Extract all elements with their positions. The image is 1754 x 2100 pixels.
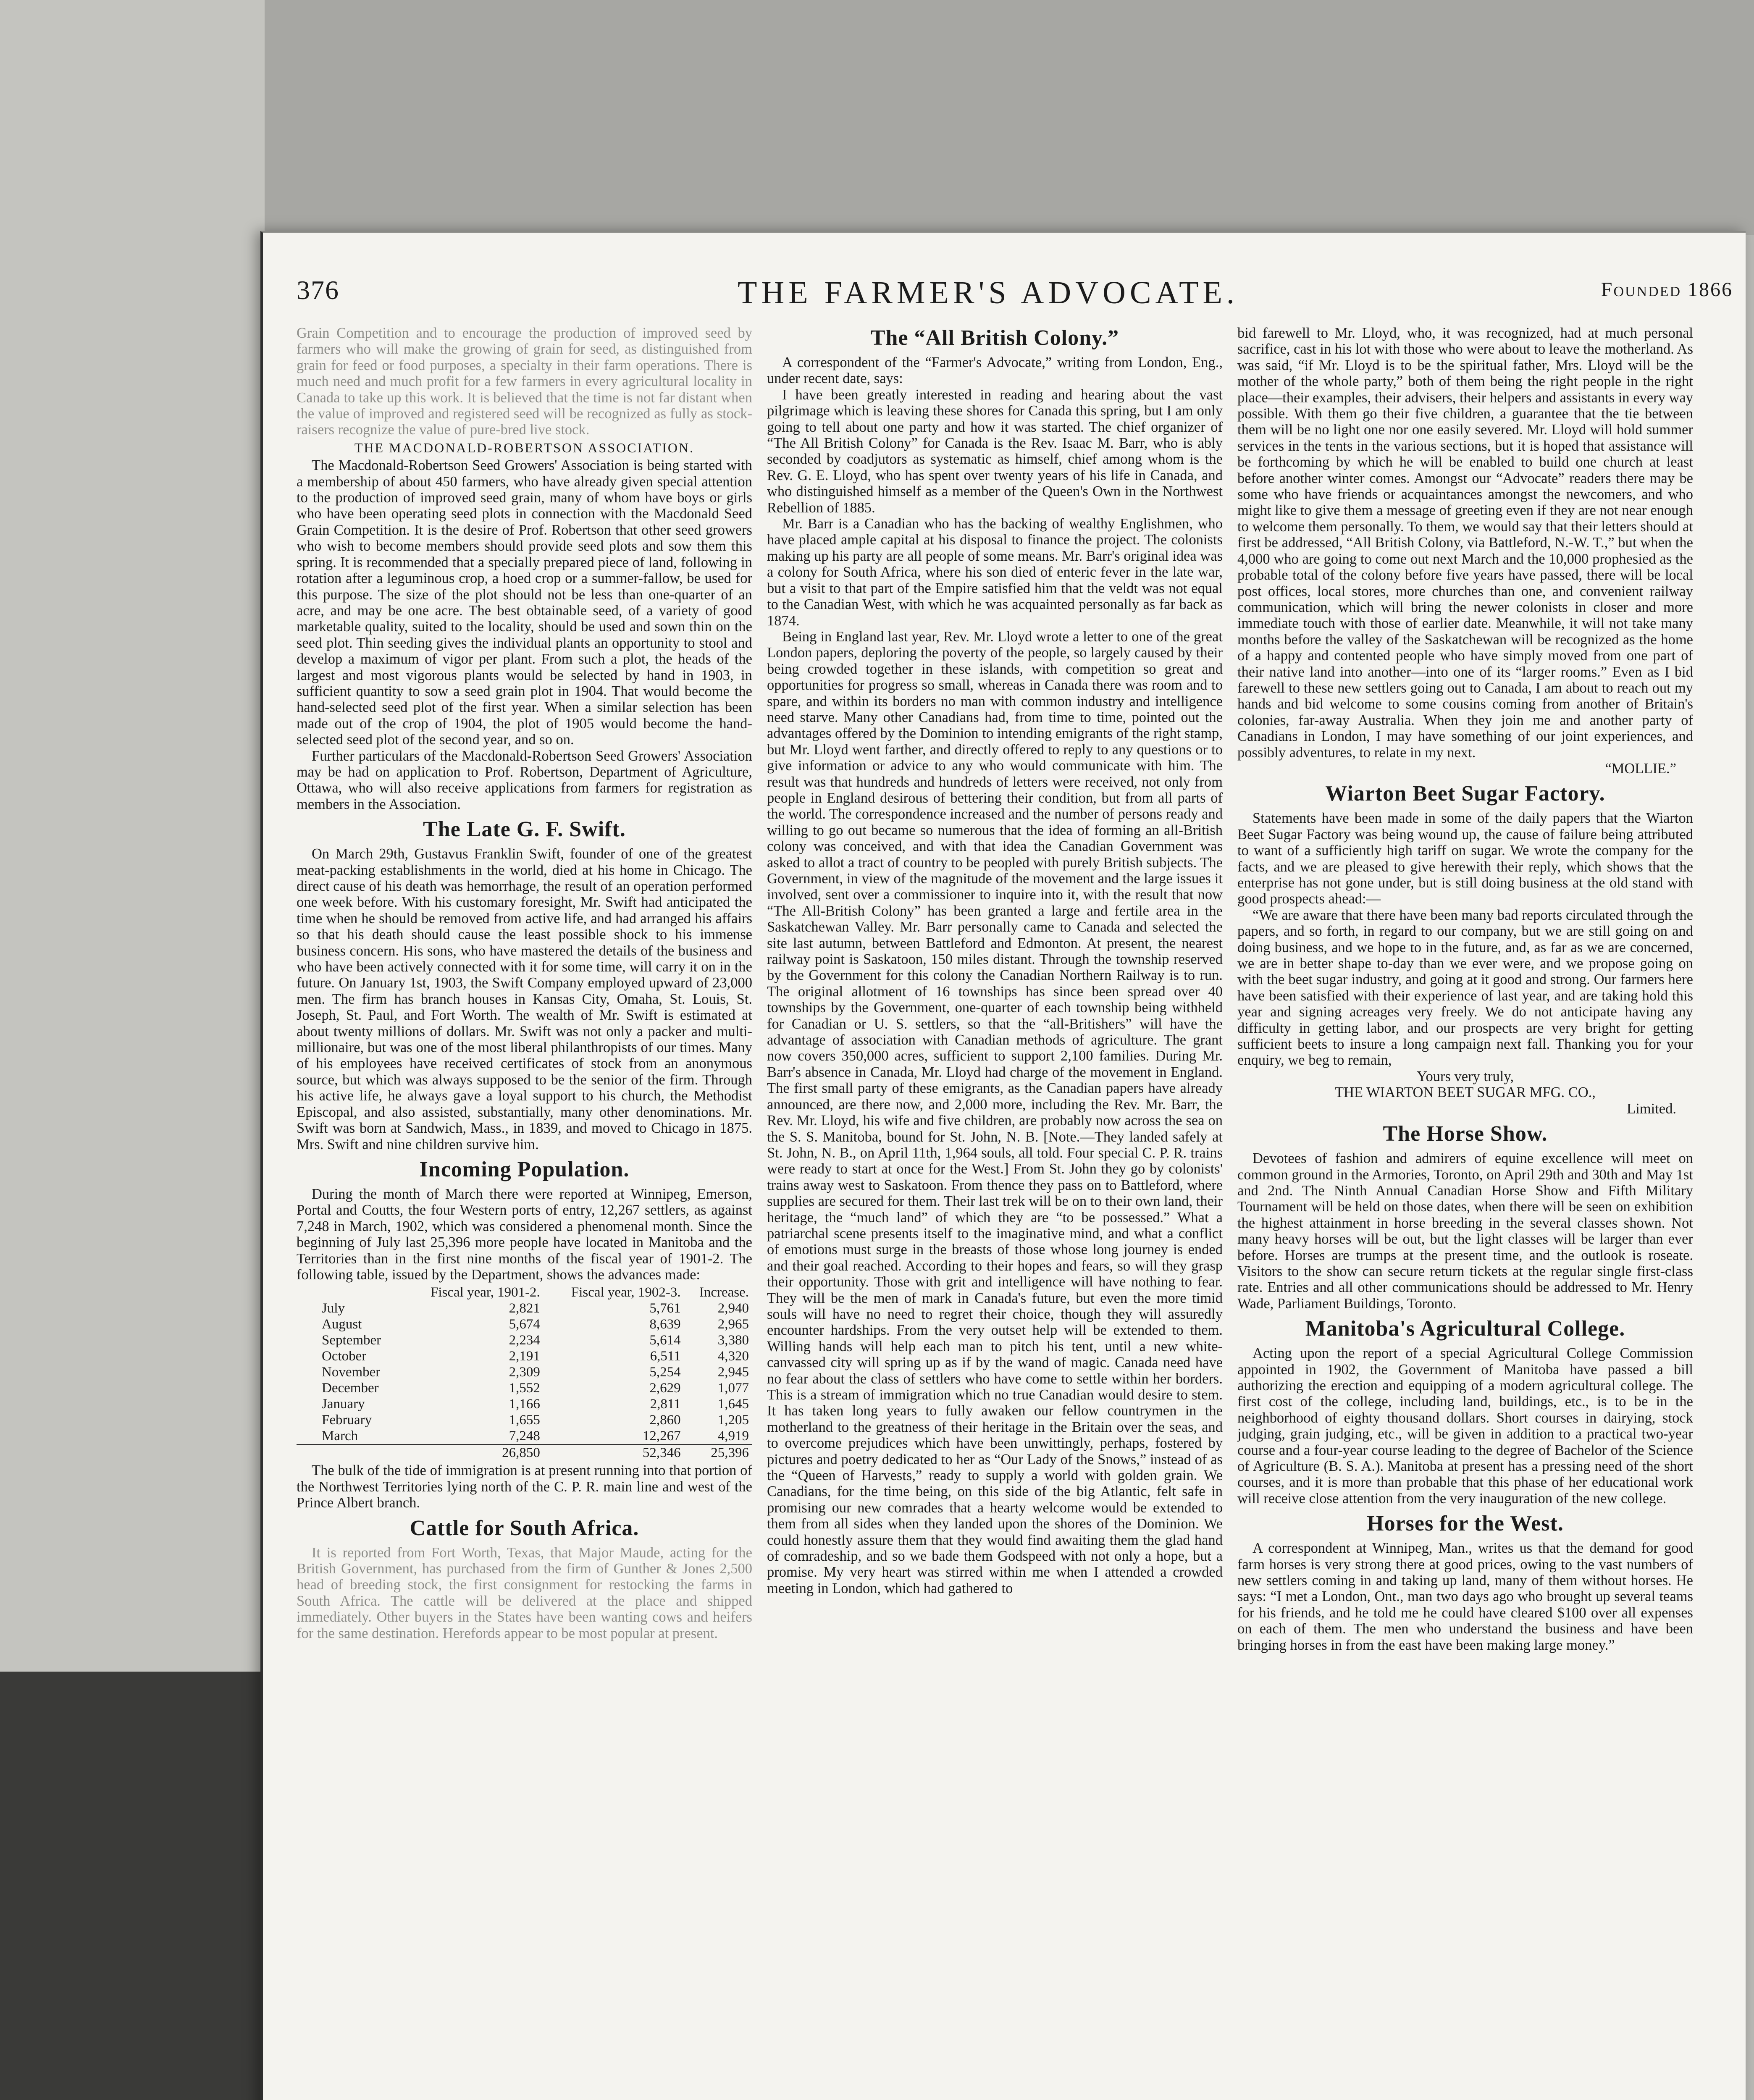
column-3 [1237, 325, 1693, 2100]
table-cell-value: 2,965 [717, 1317, 749, 1332]
table-cell-month: January [322, 1396, 365, 1412]
table-cell-value: 12,267 [642, 1428, 681, 1444]
article-paragraph: The bulk of the tide of immigration is at present running into that portion of the Northwest Territories lying north of the C. P. R. main line and west of the Prince Albert branch. [297, 1462, 752, 1511]
table-row [297, 1316, 752, 1332]
table-body [297, 1300, 752, 1461]
article-paragraph: Mr. Barr is a Canadian who has the backing of wealthy Englishmen, who have placed ample capital at his disposal to finance the project. The colonists making up his party are all people of some means. Mr. Barr's original idea was a colony for South Africa, where his son died of enteric fever in the late war, but a visit to that part of the Empire satisfied him that the veldt was not equal to the Canadian West, with which he was acquainted personally as far back as 1874. [767, 516, 1223, 629]
article-paragraph: Acting upon the report of a special Agricultural College Commission appointed in 1902, the Government of Manitoba have passed a bill authorizing the erection and equipping of a modern agricultural college. The first cost of the college, including land, buildings, etc., is to be in the neighborhood of eighty thousand dollars. Short courses in dairying, stock judging, grain judging, etc., will be given in addition to a practical two-year course and a four-year course leading to the degree of Bachelor of the Science of Agriculture (B. S. A.). Manitoba at present has a pressing need of the short courses, and it is more than probable that this phase of her educational work will receive close attention from the very inauguration of the new college. [1237, 1345, 1693, 1507]
signature-line: Yours very truly, [1417, 1068, 1514, 1084]
table-cell-value: 1,645 [717, 1396, 749, 1412]
table-cell-value: 2,945 [717, 1365, 749, 1380]
table-row [297, 1348, 752, 1364]
table-cell-total: 25,396 [684, 1444, 752, 1461]
table-cell-value: 3,380 [717, 1333, 749, 1348]
article-paragraph: On March 29th, Gustavus Franklin Swift, founder of one of the greatest meat-packing establishments in the world, died at his home in Chicago. The direct cause of his death was hemorrhage, the result of an operation performed one week before. With his customary foresight, Mr. Swift had anticipated the time when he should be removed from active life, and had arranged his affairs so that his death should cause the least possible shock to his immense business concern. His sons, who have mastered the details of the business and who have been actively connected with it for some time, will carry it on in the future. On January 1st, 1903, the Swift Company employed upward of 23,000 men. The firm has branch houses in Kansas City, Omaha, St. Louis, St. Joseph, St. Paul, and Fort Worth. The wealth of Mr. Swift is estimated at about twenty millions of dollars. Mr. Swift was not only a packer and multi-millionaire, but was one of the most liberal philanthropists of our times. Many of his employees have received certificates of stock from an anonymous source, but which was always supposed to be the senior of the firm. Through his active life, he always gave a loyal support to his church, the Methodist Episcopal, and also assisted, substantially, many other denominations. Mr. Swift was born at Sandwich, Mass., in 1839, and moved to Chicago in 1875. Mrs. Swift and nine children survive him. [297, 846, 752, 1152]
article-paragraph: “We are aware that there have been many bad reports circulated through the papers, and so forth, in regard to our company, but we are still going on and doing business, and we hope to in the future, and, as far as we are concerned, we are in better shape to-day than we ever were, and we propose going on with the beet sugar industry, and going at it good and strong. Our farmers here have been satisfied with their experience of last year, and are taking hold this year and signing acreages very freely. We do not anticipate having any difficulty in getting labor, and our prospects are very bright for getting sufficient beets to insure a long campaign next fall. Thanking you for your enquiry, we beg to remain, [1237, 907, 1693, 1068]
article-paragraph: Further particulars of the Macdonald-Robertson Seed Growers' Association may be had on application to Prof. Robertson, Department of Agriculture, Ottawa, who will also receive applications from farmers for registration as members in the Association. [297, 748, 752, 812]
article-paragraph: I have been greatly interested in reading and hearing about the vast pilgrimage which is leaving these shores for Canada this spring, but I am only going to tell about one party and how it was started. The chief organizer of “The All British Colony” for Canada is the Rev. Isaac M. Barr, who is ably seconded by coadjutors as systematic as himself, chief among whom is the Rev. G. E. Lloyd, who has spent over twenty years of his life in Canada, and who distinguished himself as a member of the Queen's Own in the Northwest Rebellion of 1885. [767, 386, 1223, 516]
immigration-table [297, 1284, 752, 1461]
table-cell-month: October [322, 1349, 367, 1364]
signature-limited: Limited. [1627, 1100, 1676, 1117]
table-header: Increase. [699, 1285, 749, 1300]
table-cell-value: 1,205 [717, 1412, 749, 1428]
table-header-row [297, 1284, 752, 1300]
article-paragraph: Statements have been made in some of the daily papers that the Wiarton Beet Sugar Factory was being wound up, the cause of failure being attributed to want of a sufficiently high tariff on sugar. We wrote the company for the facts, and we are pleased to give herewith their reply, which shows that the enterprise has not gone under, but is still doing business at the old stand with good prospects ahead:— [1237, 810, 1693, 907]
table-cell-total: 26,850 [403, 1444, 544, 1461]
article-paragraph: During the month of March there were reported at Winnipeg, Emerson, Portal and Coutts, the four Western ports of entry, 12,267 settlers, as against 7,248 in March, 1902, which was considered a phenomenal month. Since the beginning of July last 25,396 more people have located in Manitoba and the Territories than in the first nine months of the fiscal year of 1901-2. The following table, issued by the Department, shows the advances made: [297, 1186, 752, 1283]
table-cell-value: 1,077 [717, 1381, 749, 1396]
table-cell-value: 2,629 [649, 1381, 681, 1396]
table-cell-value: 5,254 [649, 1365, 681, 1380]
table-cell-value: 2,309 [509, 1365, 540, 1380]
article-paragraph: bid farewell to Mr. Lloyd, who, it was recognized, had at much personal sacrifice, cast in his lot with those who were about to leave the motherland. As was said, “if Mr. Lloyd is to be the spiritual father, Mrs. Lloyd will be the mother of the whole party,” both of them being the right people in the right place—their examples, their advisers, their helpers and assistants in every way possible. With them go their five children, a guarantee that the tie between them will be no light one nor one easily severed. Mr. Lloyd will hold summer services in the tents in the various sections, but it is hoped that assistance will be forthcoming by which he will be enabled to build one church at least before another winter comes. Amongst our “Advocate” readers there may be some who have friends or acquaintances amongst the newcomers, and who might like to give them a message of greeting even if they are not near enough to welcome them personally. To them, we would say that their letters should at first be addressed, “All British Colony, via Battleford, N.-W. T.,” but when the 4,000 who are going to come out next March and the 10,000 prophesied as the probable total of the colony before five years have passed, there will be local post offices, local stores, more churches than one, and convenient railway communication, which will bring the newer colonists in closer and more immediate touch with those of earlier date. Meanwhile, it will not take many months before the valley of the Saskatchewan will be recognized as the home of a happy and contented people who have simply moved from one part of their native land into another—into one of its “larger rooms.” Even as I bid farewell to these new settlers going out to Canada, I am about to reach out my hands and bid welcome to some cousins coming from another of Britain's colonies, far-away Australia. When they join me and another party of Canadians in London, I may have something of our joint experiences, and possibly adventures, to relate in my next. [1237, 325, 1693, 761]
table-cell-value: 2,821 [509, 1301, 540, 1316]
table-row [297, 1396, 752, 1412]
table-cell-value: 4,919 [717, 1428, 749, 1444]
headline-swift: The Late G. F. Swift. [423, 817, 626, 842]
article-paragraph: Grain Competition and to encourage the production of improved seed by farmers who will make the growing of grain for seed, as distinguished from grain for feed or food purposes, a specialty in their farm operations. There is much need and much profit for a few farmers in every agricultural locality in Canada to take up this work. It is believed that the time is not far distant when the value of improved and registered seed will be recognized as fully as stock-raisers recognize the value of pure-bred live stock. [297, 325, 752, 438]
table-header: Fiscal year, 1901-2. [431, 1285, 540, 1300]
article-paragraph: Devotees of fashion and admirers of equine excellence will meet on common ground in the Armories, Toronto, on April 29th and 30th and May 1st and 2nd. The Ninth Annual Canadian Horse Show and Fifth Military Tournament will be held on those dates, when there will be seen on exhibition the highest attainment in horse breeding in the several classes shown. Not many heavy horses will be out, but the light classes will be larger than ever before. Horses are trumps at the present time, and the outlook is roseate. Visitors to the show can secure return tickets at the regular single first-class rate. Entries and all other communications should be addressed to Mr. Henry Wade, Parliament Buildings, Toronto. [1237, 1150, 1693, 1312]
article-paragraph: A correspondent at Winnipeg, Man., writes us that the demand for good farm horses is very strong there at good prices, owing to the vast numbers of new settlers coming in and taking up land, many of them without horses. He says: “I met a London, Ont., man two days ago who brought up several teams for his friends, and he told me he could have cleared $100 over all expenses on each of them. The men who understand the business and have been bringing horses in from the east have been making large money.” [1237, 1540, 1693, 1653]
table-cell-month: February [322, 1412, 372, 1428]
table-cell-value: 2,234 [509, 1333, 540, 1348]
table-cell-month: August [322, 1317, 362, 1332]
table-row [297, 1332, 752, 1348]
table-header: Fiscal year, 1902-3. [571, 1285, 681, 1300]
table-cell-total [297, 1444, 403, 1461]
table-cell-value: 7,248 [509, 1428, 540, 1444]
founded-note: Founded 1866 [1601, 278, 1733, 301]
table-cell-total: 52,346 [544, 1444, 684, 1461]
table-cell-month: November [322, 1365, 381, 1380]
table-cell-value: 2,860 [649, 1412, 681, 1428]
table-cell-value: 2,940 [717, 1301, 749, 1316]
headline-horses-west: Horses for the West. [1367, 1512, 1564, 1536]
headline-horse-show: The Horse Show. [1383, 1122, 1548, 1146]
headline-college: Manitoba's Agricultural College. [1305, 1317, 1625, 1341]
signature-company: THE WIARTON BEET SUGAR MFG. CO., [1335, 1084, 1596, 1101]
table-row [297, 1428, 752, 1444]
table-cell-month: July [322, 1301, 345, 1316]
table-cell-value: 2,811 [650, 1396, 681, 1412]
headline-cattle: Cattle for South Africa. [410, 1516, 639, 1540]
masthead-title: THE FARMER'S ADVOCATE. [738, 275, 1239, 310]
scan-backdrop-shadow [0, 1672, 269, 2100]
table-row [297, 1300, 752, 1316]
table-cell-value: 1,552 [509, 1381, 540, 1396]
page-number: 376 [297, 275, 339, 305]
article-paragraph: The Macdonald-Robertson Seed Growers' Association is being started with a membership of about 450 farmers, who have already given special attention to the production of improved seed grain, many of whom have boys or girls who have been operating seed plots in connection with the Macdonald Seed Grain Competition. It is the desire of Prof. Robertson that other seed growers who wish to become members should provide seed plots and sow them this spring. It is recommended that a specially prepared piece of land, following in rotation after a leguminous crop, a hoed crop or a summer-fallow, be used for this purpose. The size of the plot should not be less than one-quarter of an acre, and may be one acre. The best obtainable seed, of a variety of good marketable quality, suited to the locality, should be used and sown thin on the seed plot. Thin seeding gives the individual plants an opportunity to stool and develop a maximum of vigor per plant. From such a plot, the heads of the largest and most vigorous plants would be selected by hand in 1903, in sufficient quantity to sow a seed grain plot in 1904. That would become the hand-selected seed plot of the first year. When a similar selection has been made out of the crop of 1904, the plot of 1905 would become the hand-selected seed plot of the second year, and so on. [297, 457, 752, 748]
page-header [297, 275, 1733, 312]
newspaper-page [260, 231, 1746, 2100]
table-cell-value: 5,761 [649, 1301, 681, 1316]
table-cell-value: 1,166 [509, 1396, 540, 1412]
column-1 [297, 325, 752, 2100]
table-cell-value: 5,674 [509, 1317, 540, 1332]
article-paragraph: It is reported from Fort Worth, Texas, that Major Maude, acting for the British Government, has purchased from the firm of Gunther & Jones 2,500 head of breeding stock, the first consignment for restocking the farms in South Africa. The cattle will be delivered at the place and shipped immediately. Other buyers in the States have been wanting cows and heifers for the same destination. Herefords appear to be most popular at present. [297, 1544, 752, 1641]
headline-colony: The “All British Colony.” [870, 326, 1119, 350]
headline-population: Incoming Population. [419, 1157, 630, 1181]
headline-wiarton: Wiarton Beet Sugar Factory. [1325, 782, 1605, 806]
table-cell-month: September [322, 1333, 381, 1348]
table-cell-month: March [322, 1428, 358, 1444]
table-cell-value: 4,320 [717, 1349, 749, 1364]
table-row [297, 1380, 752, 1396]
article-paragraph: A correspondent of the “Farmer's Advocate,” writing from London, Eng., under recent date, says: [767, 354, 1223, 387]
table-header [297, 1284, 403, 1300]
article-paragraph: Being in England last year, Rev. Mr. Lloyd wrote a letter to one of the great London papers, deploring the poverty of the people, so largely caused by their being crowded together in these islands, with competition so great and opportunities for progress so small, whereas in Canada there was room and to spare, and within its borders no man with common industry and intelligence need starve. Many other Canadians had, from time to time, pointed out the advantages offered by the Dominion to intending emigrants of the right stamp, but Mr. Lloyd went farther, and directly offered to reply to any questions or to give information or advice to any who would communicate with him. The result was that hundreds and hundreds of letters were received, not only from people in England desirous of bettering their condition, but from all parts of the world. The correspondence increased and the number of persons ready and willing to go out became so numerous that the idea of forming an all-British colony was conceived, and with that idea the Canadian Government was asked to allot a tract of country to be peopled with purely British subjects. The Government, in view of the magnitude of the movement and the large issues it involved, sent over a commissioner to inquire into it, with the result that now “The All-British Colony” has been granted a large and fertile area in the Saskatchewan Valley. Mr. Barr personally came to Canada and selected the site last autumn, between Battleford and Edmonton. At present, the nearest railway point is Saskatoon, 150 miles distant. Through the township reserved by the Government for this colony the Canadian Northern Railway is to run. The original allotment of 16 townships has since been spread over 40 townships by the Government, one-quarter of each township being withheld for Canadian or U. S. settlers, so that the “all-Britishers” will have the advantage of association with Canadian methods of agriculture. The grant now covers 350,000 acres, sufficient to support 2,100 families. During Mr. Barr's absence in Canada, Mr. Lloyd had charge of the movement in England. The first small party of these emigrants, as the Canadian papers have already announced, are there now, and 2,000 more, including the Rev. Mr. Barr, the Rev. Mr. Lloyd, his wife and five children, are probably now across the sea on the S. S. Manitoba, bound for St. John, N. B. [Note.—They landed safely at St. John, N. B., on April 11th, 1,964 souls, all told. Four special C. P. R. trains were ready to start at once for the West.] From St. John they go by colonists' trains away west to Saskatoon. From thence they pass on to Battleford, where supplies are secured for them. Their last trek will be on to their own land, their heritage, the “much land” of which they are “to be possessed.” What a patriarchal scene presents itself to the imaginative mind, and what a conflict of emotions must surge in the breasts of those whose long journey is ended and their goal reached. According to their hopes and fears, so will they grasp their opportunity. Those with grit and intelligence will have nothing to fear. They will be the men of mark in Canada's future, but even the more timid souls will have no need to regret their choice, though they will assuredly encounter hardships. From the very outset help will be extended to them. Willing hands will help each man to pitch his tent, until a new white-canvassed city will spring up as if by the wand of magic. Canada need have no fear about the class of settlers who have come to settle within her borders. This is a stream of immigration which no true Canadian would desire to stem. It has taken long years to fully awaken our fellow countrymen in the motherland to the greatness of their heritage in the Britain over the seas, and to overcome prejudices which have been unwittingly, perhaps, fostered by pictures and poetry dedicated to her as “Our Lady of the Snows,” instead of as the “Queen of Harvests,” ready to supply a world with golden grain. We Canadians, for the time being, on this side of the big Atlantic, felt safe in promising our new comrades that a hearty welcome would be extended to them from all sides when they landed upon the shores of the Dominion. We could honestly assure them that they would find awaiting them the glad hand of comradeship, and so we bade them Godspeed with not only a hope, but a promise. My very heart was stirred within me when I attended a crowded meeting in London, which had gathered to [767, 628, 1223, 1596]
table-row [297, 1364, 752, 1380]
table-cell-value: 6,511 [650, 1349, 681, 1364]
table-row [297, 1412, 752, 1428]
table-cell-value: 2,191 [509, 1349, 540, 1364]
section-subhead: THE MACDONALD-ROBERTSON ASSOCIATION. [354, 440, 695, 455]
column-2 [767, 325, 1223, 2100]
table-total-row [297, 1444, 752, 1461]
table-cell-value: 5,614 [649, 1333, 681, 1348]
signature-mollie: “MOLLIE.” [1605, 760, 1676, 777]
table-cell-value: 1,655 [509, 1412, 540, 1428]
table-cell-value: 8,639 [649, 1317, 681, 1332]
table-cell-month: December [322, 1381, 379, 1396]
